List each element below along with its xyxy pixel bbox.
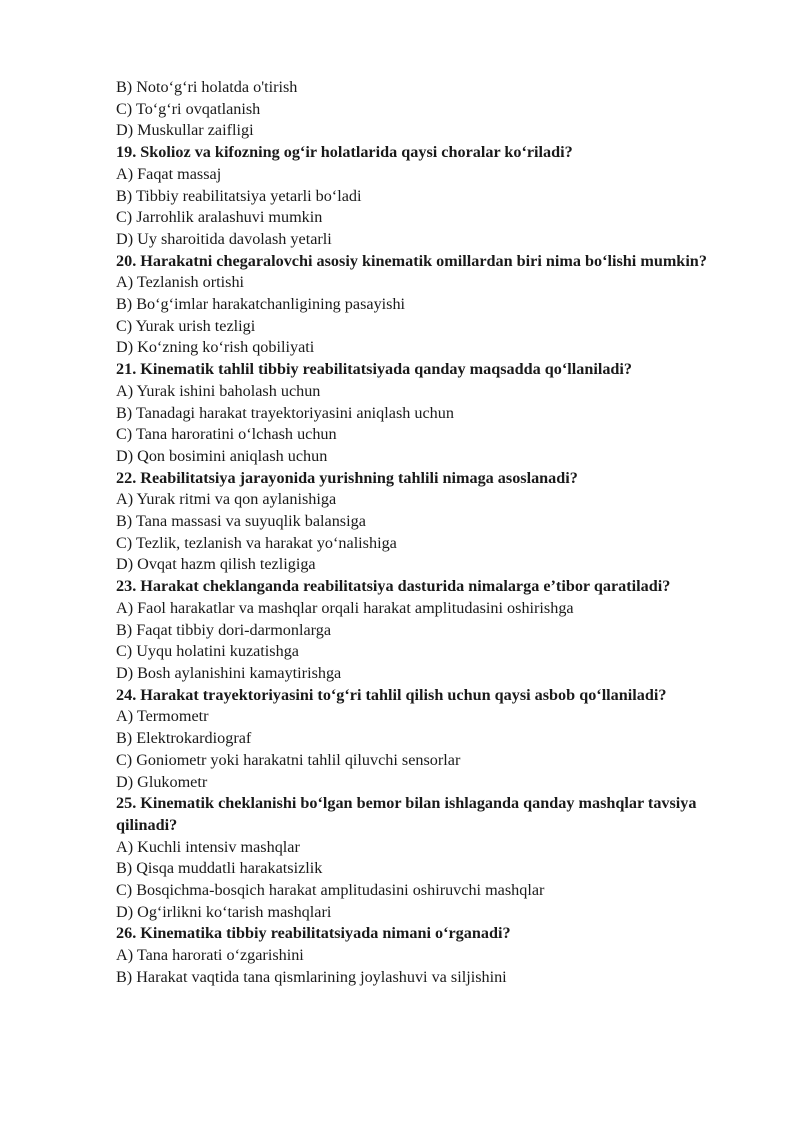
answer-option: B) Qisqa muddatli harakatsizlik [116, 859, 323, 878]
answer-option: D) Qon bosimini aniqlash uchun [116, 446, 328, 465]
answer-option: B) Tana massasi va suyuqlik balansiga [116, 512, 366, 531]
answer-option: C) Yurak urish tezligi [116, 316, 256, 335]
answer-option: B) Faqat tibbiy dori-darmonlarga [116, 620, 332, 639]
answer-option: D) Ko‘zning ko‘rish qobiliyati [116, 338, 315, 357]
answer-option: B) Tanadagi harakat trayektoriyasini aniqlash uchun [116, 403, 454, 422]
answer-option: B) Tibbiy reabilitatsiya yetarli bo‘ladi [116, 186, 362, 205]
answer-option: A) Termometr [116, 707, 209, 726]
answer-option: A) Faqat massaj [116, 164, 222, 183]
answer-option: B) Harakat vaqtida tana qismlarining joylashuvi va siljishini [116, 967, 507, 986]
answer-option: D) Og‘irlikni ko‘tarish mashqlari [116, 902, 332, 921]
answer-option: D) Glukometr [116, 772, 208, 791]
answer-option: A) Yurak ritmi va qon aylanishiga [116, 490, 337, 509]
answer-option: D) Bosh aylanishini kamaytirishga [116, 663, 342, 682]
document-page [116, 77, 736, 989]
answer-option: A) Yurak ishini baholash uchun [116, 381, 321, 400]
answer-option: C) To‘g‘ri ovqatlanish [116, 99, 261, 118]
question-heading: 22. Reabilitatsiya jarayonida yurishning tahlili nimaga asoslanadi? [116, 468, 578, 487]
question-heading: 26. Kinematika tibbiy reabilitatsiyada nimani o‘rganadi? [116, 924, 511, 943]
answer-option: D) Muskullar zaifligi [116, 121, 254, 140]
answer-option: D) Ovqat hazm qilish tezligiga [116, 555, 316, 574]
question-heading: 20. Harakatni chegaralovchi asosiy kinematik omillardan biri nima bo‘lishi mumkin? [116, 251, 707, 270]
question-heading: 23. Harakat cheklanganda reabilitatsiya dasturida nimalarga e’tibor qaratiladi? [116, 577, 671, 596]
answer-option: A) Tezlanish ortishi [116, 273, 245, 292]
answer-option: C) Bosqichma-bosqich harakat amplitudasini oshiruvchi mashqlar [116, 881, 545, 900]
answer-option: B) Noto‘g‘ri holatda o'tirish [116, 78, 298, 96]
answer-option: C) Tezlik, tezlanish va harakat yo‘nalishiga [116, 533, 397, 552]
answer-option: C) Jarrohlik aralashuvi mumkin [116, 208, 323, 227]
answer-option: A) Tana harorati o‘zgarishini [116, 946, 304, 965]
question-heading: 19. Skolioz va kifozning og‘ir holatlarida qaysi choralar ko‘riladi? [116, 143, 573, 162]
question-heading: 25. Kinematik cheklanishi bo‘lgan bemor bilan ishlaganda qanday mashqlar tavsiya qilinadi? [116, 794, 697, 834]
answer-option: C) Goniometr yoki harakatni tahlil qiluvchi sensorlar [116, 750, 461, 769]
question-heading: 24. Harakat trayektoriyasini to‘g‘ri tahlil qilish uchun qaysi asbob qo‘llaniladi? [116, 685, 667, 704]
question-heading: 21. Kinematik tahlil tibbiy reabilitatsiyada qanday maqsadda qo‘llaniladi? [116, 360, 633, 379]
answer-option: A) Kuchli intensiv mashqlar [116, 837, 300, 856]
answer-option: C) Tana haroratini o‘lchash uchun [116, 425, 337, 444]
answer-option: A) Faol harakatlar va mashqlar orqali harakat amplitudasini oshirishga [116, 598, 574, 617]
answer-option: B) Elektrokardiograf [116, 729, 252, 748]
answer-option: C) Uyqu holatini kuzatishga [116, 642, 299, 661]
answer-option: D) Uy sharoitida davolash yetarli [116, 229, 332, 248]
answer-option: B) Bo‘g‘imlar harakatchanligining pasayishi [116, 295, 406, 314]
